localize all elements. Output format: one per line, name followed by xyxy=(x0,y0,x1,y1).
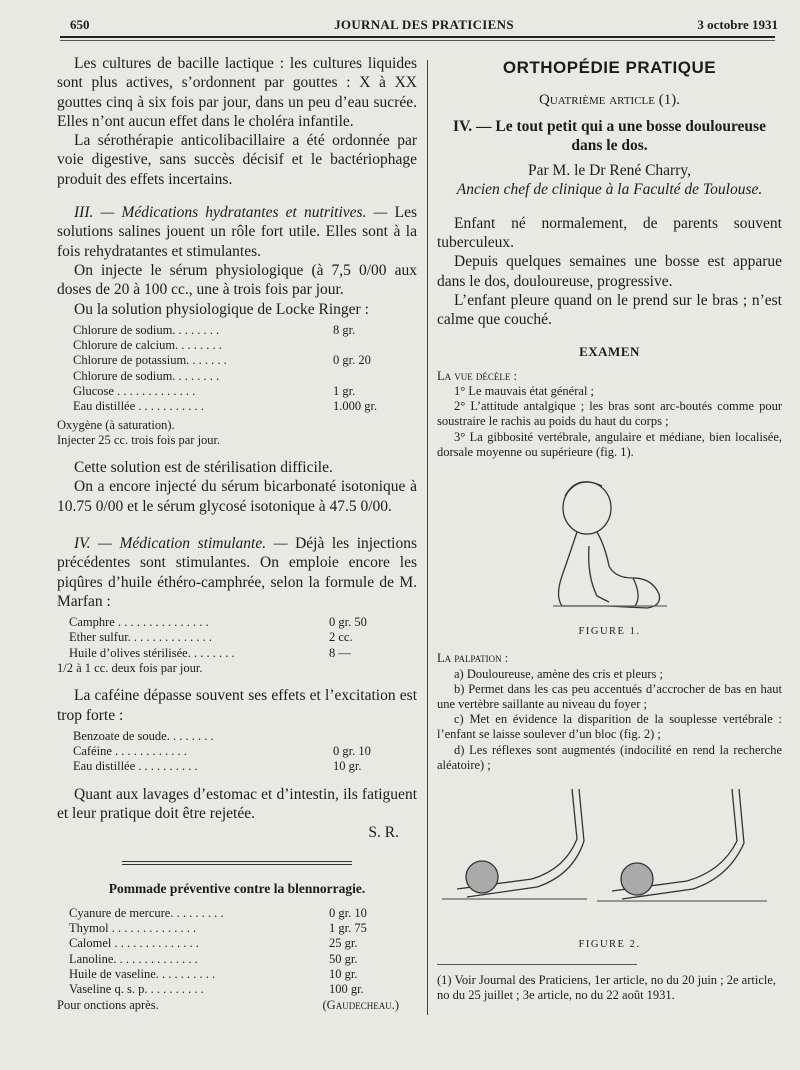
dose-line: 1/2 à 1 cc. deux fois par jour. xyxy=(57,661,203,676)
formula-row xyxy=(73,369,417,384)
formula-row xyxy=(73,759,417,774)
ingredient-name: Cyanure de mercure. . . . . . . . . xyxy=(69,905,224,920)
ingredient-quantity: 8 gr. xyxy=(333,322,356,337)
ingredient-quantity: 25 gr. xyxy=(329,936,358,951)
ingredient-quantity: 0 gr. 50 xyxy=(329,615,367,630)
ringer-formula xyxy=(73,323,417,415)
ingredient-name: Huile de vaseline. . . . . . . . . . xyxy=(69,967,216,982)
left-column xyxy=(57,54,417,1013)
pommade-author: (Gaudecheau.) xyxy=(322,997,399,1012)
paragraph-serum: On injecte le sérum physiologique (à 7,5 0/00 aux doses de 20 à 100 cc., une à trois fois par jour. xyxy=(57,261,417,299)
ingredient-quantity: 0 gr. 10 xyxy=(333,744,371,759)
examen-heading: EXAMEN xyxy=(579,343,640,359)
list-item: b) Permet dans les cas peu accentués d’accrocher de bas en haut une vertèbre saillante au niveau du foyer ; xyxy=(437,681,782,711)
paragraph-lavages: Quant aux lavages d’estomac et d’intestin, ils fatiguent et leur pratique doit être rejetée. xyxy=(57,785,417,822)
formula-row xyxy=(69,615,417,630)
inject-line: Injecter 25 cc. trois fois par jour. xyxy=(57,432,221,447)
ingredient-name: Vaseline q. s. p. . . . . . . . . . xyxy=(69,982,204,997)
list-item: a) Douloureuse, amène des cris et pleurs ; xyxy=(454,666,663,681)
section-4-text: Déjà les injections précédentes sont stimulantes. On emploie encore les piqûres d’huile éthéro-camphrée, selon la formule de M. Marfan : xyxy=(57,534,418,610)
ingredient-name: Eau distillée . . . . . . . . . . . xyxy=(73,399,204,414)
ingredient-name: Glucose . . . . . . . . . . . . . xyxy=(73,384,196,399)
ingredient-name: Benzoate de soude. . . . . . . . xyxy=(73,728,214,743)
ingredient-quantity: 1 gr. 75 xyxy=(329,921,367,936)
palpation-heading: La palpation : xyxy=(437,651,509,666)
decorative-rule xyxy=(122,861,352,865)
vue-list xyxy=(437,384,782,460)
list-item: 1° Le mauvais état général ; xyxy=(454,384,595,399)
article-title: IV. — Le tout petit qui a une bosse douloureuse dans le dos. xyxy=(453,117,766,154)
ingredient-quantity: 0 gr. 10 xyxy=(329,905,367,920)
formula-row xyxy=(69,646,417,661)
ingredient-quantity xyxy=(333,729,417,744)
ingredient-name: Huile d’olives stérilisée. . . . . . . . xyxy=(69,645,235,660)
formula-row xyxy=(69,936,417,951)
section-3-text: Les solutions salines jouent un rôle fort utile. Elles sont à la fois rehydratantes et stimulantes. xyxy=(57,204,418,260)
page-number: 650 xyxy=(70,17,90,32)
article-number: Quatrième article (1). xyxy=(539,92,680,109)
header-rule-thin xyxy=(60,40,775,41)
footnote-rule xyxy=(437,964,637,965)
pommade-formula xyxy=(69,906,417,998)
footnote: (1) Voir Journal des Praticiens, 1er article, no du 20 juin ; 2e article, no du 25 juillet ; 3e article, no du 22 août 1931. xyxy=(437,973,777,1003)
formula-row xyxy=(69,906,417,921)
ingredient-quantity: 8 — xyxy=(329,645,351,660)
formula-row xyxy=(73,353,417,368)
ingredient-name: Calomel . . . . . . . . . . . . . . xyxy=(69,936,199,951)
ingredient-quantity: 2 cc. xyxy=(329,630,353,645)
ingredient-quantity: 10 gr. xyxy=(329,967,358,982)
article-author: Par M. le Dr René Charry, xyxy=(528,162,691,180)
ingredient-quantity: 0 gr. 20 xyxy=(333,353,371,368)
ingredient-name: Chlorure de potassium. . . . . . . xyxy=(73,353,227,368)
section-3-heading xyxy=(57,203,417,261)
ingredient-quantity: 1.000 gr. xyxy=(333,399,378,414)
list-item: 3° La gibbosité vertébrale, angulaire et médiane, bien localisée, dorsale moyenne ou supérieure (fig. 1). xyxy=(437,429,782,459)
paragraph-locke: Ou la solution physiologique de Locke Ringer : xyxy=(74,300,369,318)
paragraph-bicarbonate: On a encore injecté du sérum bicarbonaté isotonique à 10.75 0/00 et le sérum glycosé isotonique à 47.5 0/00. xyxy=(57,478,417,515)
formula-row xyxy=(73,744,417,759)
ingredient-name: Lanoline. . . . . . . . . . . . . . xyxy=(69,951,198,966)
header-rule xyxy=(60,36,775,38)
ingredient-name: Caféine . . . . . . . . . . . . xyxy=(73,744,187,759)
ingredient-name: Chlorure de calcium. . . . . . . . xyxy=(73,338,222,353)
ingredient-quantity: 50 gr. xyxy=(329,951,358,966)
ingredient-name: Chlorure de sodium. . . . . . . . xyxy=(73,368,220,383)
ingredient-quantity: 100 gr. xyxy=(329,982,364,997)
section-title: ORTHOPÉDIE PRATIQUE xyxy=(502,58,717,77)
issue-date: 3 octobre 1931 xyxy=(697,17,778,32)
ingredient-name: Chlorure de sodium. . . . . . . . xyxy=(73,322,220,337)
formula-row xyxy=(69,967,417,982)
pommade-title: Pommade préventive contre la blennorragie. xyxy=(108,880,366,896)
paragraph-bosse: Depuis quelques semaines une bosse est apparue dans le dos, douloureuse, progressive. xyxy=(437,253,782,290)
list-item: d) Les réflexes sont augmentés (indocilité en rend la recherche aléatoire) ; xyxy=(437,742,782,772)
ingredient-quantity xyxy=(333,338,417,353)
ingredient-name: Thymol . . . . . . . . . . . . . . xyxy=(69,921,197,936)
author-affiliation: Ancien chef de clinique à la Faculté de Toulouse. xyxy=(456,181,763,199)
formula-row xyxy=(69,921,417,936)
ingredient-name: Camphre . . . . . . . . . . . . . . . xyxy=(69,615,209,630)
paragraph-serotherapy: La sérothérapie anticolibacillaire a été ordonnée par voie digestive, sans succès décisif et le bactériophage produit des effets incertains. xyxy=(57,132,417,188)
formula-row xyxy=(73,323,417,338)
ingredient-name: Ether sulfur. . . . . . . . . . . . . . xyxy=(69,630,213,645)
formula-row xyxy=(69,982,417,997)
cafeine-formula xyxy=(73,729,417,775)
journal-title: JOURNAL DES PRATICIENS xyxy=(334,17,514,32)
oxygen-line: Oxygène (à saturation). xyxy=(57,417,175,432)
paragraph-lactic: Les cultures de bacille lactique : les cultures liquides sont plus actives, s’ordonnent par gouttes : X à XX gouttes cinq à six fois par jour, dans un peu d’eau sucrée. Elles n’ont aucun effet dans le choléra infantile. xyxy=(57,55,417,130)
formula-row xyxy=(73,384,417,399)
formula-row xyxy=(69,952,417,967)
formula-row xyxy=(69,630,417,645)
figure-2-caption: FIGURE 2. xyxy=(578,939,641,950)
section-3-title: III. — Médications hydratantes et nutritives. — xyxy=(74,204,388,222)
camphre-formula xyxy=(69,615,417,661)
pommade-usage xyxy=(57,998,399,1013)
page-header xyxy=(70,17,778,37)
list-item: c) Met en évidence la disparition de la souplesse vertébrale : l’enfant se laisse soulever d’un bloc (fig. 2) ; xyxy=(437,712,782,742)
ingredient-quantity xyxy=(333,369,417,384)
list-item: 2° L’attitude antalgique ; les bras sont arc-boutés comme pour soustraire le rachis au poids du haut du corps ; xyxy=(437,399,782,429)
ingredient-name: Eau distillée . . . . . . . . . . xyxy=(73,759,198,774)
formula-row xyxy=(73,399,417,414)
palpation-list xyxy=(437,667,782,773)
figure-1-caption: FIGURE 1. xyxy=(578,626,641,638)
figure-1-illustration xyxy=(437,466,782,616)
vue-heading: La vue décèle : xyxy=(437,368,517,383)
paragraph-birth: Enfant né normalement, de parents souvent tuberculeux. xyxy=(437,214,782,252)
paragraph-sterilisation: Cette solution est de stérilisation difficile. xyxy=(74,459,333,477)
right-column xyxy=(437,54,782,1003)
paragraph-pleure: L’enfant pleure quand on le prend sur le bras ; n’est calme que couché. xyxy=(437,291,782,329)
figure-2-illustration xyxy=(437,779,782,929)
ingredient-quantity: 1 gr. xyxy=(333,384,356,399)
section-4-title: IV. — Médication stimulante. — xyxy=(74,534,288,552)
formula-row xyxy=(73,338,417,353)
pommade-usage-text: Pour onctions après. xyxy=(57,997,159,1012)
column-divider xyxy=(427,60,428,1015)
ingredient-quantity: 10 gr. xyxy=(333,759,362,774)
formula-row xyxy=(73,729,417,744)
paragraph-cafeine: La caféine dépasse souvent ses effets et l’excitation est trop forte : xyxy=(57,687,417,724)
signature: S. R. xyxy=(368,824,399,842)
section-4-heading xyxy=(57,534,417,611)
